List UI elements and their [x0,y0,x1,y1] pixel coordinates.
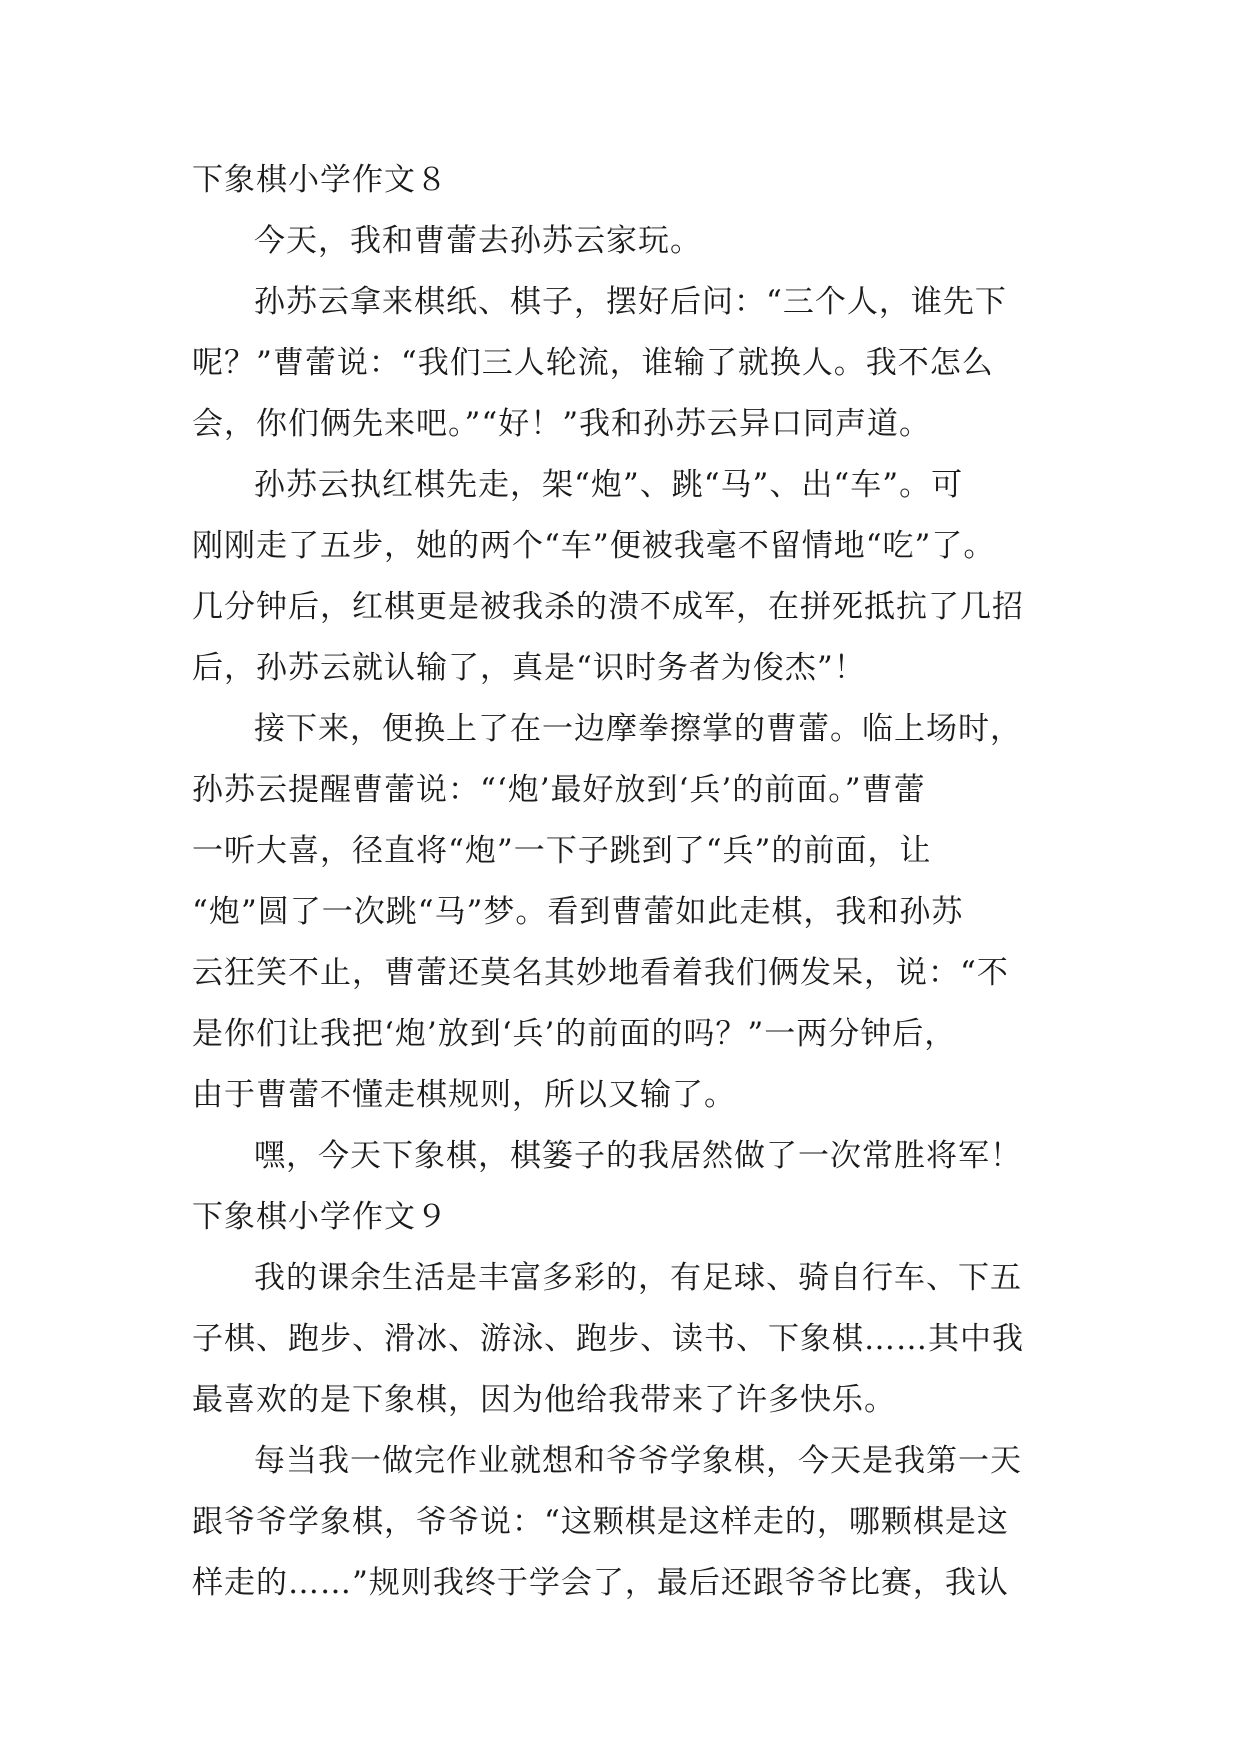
paragraph-line: 我的课余生活是丰富多彩的，有足球、骑自行车、下五 [254,1260,1022,1296]
essay-8-title: 下象棋小学作文８ [192,162,448,198]
paragraph-line: 今天，我和曹蕾去孙苏云家玩。 [254,223,702,259]
paragraph-line: “炮”圆了一次跳“马”梦。看到曹蕾如此走棋，我和孙苏 [192,894,964,930]
paragraph-line: 每当我一做完作业就想和爷爷学象棋，今天是我第一天 [254,1443,1022,1479]
document-page [192,150,1052,1614]
paragraph-line: 刚刚走了五步，她的两个“车”便被我毫不留情地“吃”了。 [192,528,996,564]
paragraph-line: 孙苏云执红棋先走，架“炮”、跳“马”、出“车”。可 [254,467,964,503]
paragraph-line: 会，你们俩先来吧。”“好！”我和孙苏云异口同声道。 [192,406,932,442]
paragraph-line: 几分钟后，红棋更是被我杀的溃不成军，在拼死抵抗了几招 [192,589,1024,625]
paragraph-line: 由于曹蕾不懂走棋规则，所以又输了。 [192,1077,736,1113]
paragraph-line: 接下来，便换上了在一边摩拳擦掌的曹蕾。临上场时， [254,711,1022,747]
paragraph-line: 嘿，今天下象棋，棋篓子的我居然做了一次常胜将军！ [254,1138,1022,1174]
paragraph-line: 云狂笑不止，曹蕾还莫名其妙地看着我们俩发呆，说：“不 [192,955,1009,991]
paragraph-line: 呢？”曹蕾说：“我们三人轮流，谁输了就换人。我不怎么 [192,345,994,381]
paragraph-line: 是你们让我把‘炮’放到‘兵’的前面的吗？”一两分钟后， [192,1016,957,1052]
paragraph-line: 最喜欢的是下象棋，因为他给我带来了许多快乐。 [192,1382,896,1418]
paragraph-line: 孙苏云提醒曹蕾说：“‘炮’最好放到‘兵’的前面。”曹蕾 [192,772,926,808]
paragraph-line: 后，孙苏云就认输了，真是“识时务者为俊杰”！ [192,650,866,686]
paragraph-line: 一听大喜，径直将“炮”一下子跳到了“兵”的前面，让 [192,833,932,869]
paragraph-line: 样走的……”规则我终于学会了，最后还跟爷爷比赛，我认 [192,1565,1009,1601]
paragraph-line: 孙苏云拿来棋纸、棋子，摆好后问：“三个人，谁先下 [254,284,1007,320]
paragraph-line: 子棋、跑步、滑冰、游泳、跑步、读书、下象棋……其中我 [192,1321,1024,1357]
paragraph-line: 跟爷爷学象棋，爷爷说：“这颗棋是这样走的，哪颗棋是这 [192,1504,1009,1540]
essay-9-title: 下象棋小学作文９ [192,1199,448,1235]
